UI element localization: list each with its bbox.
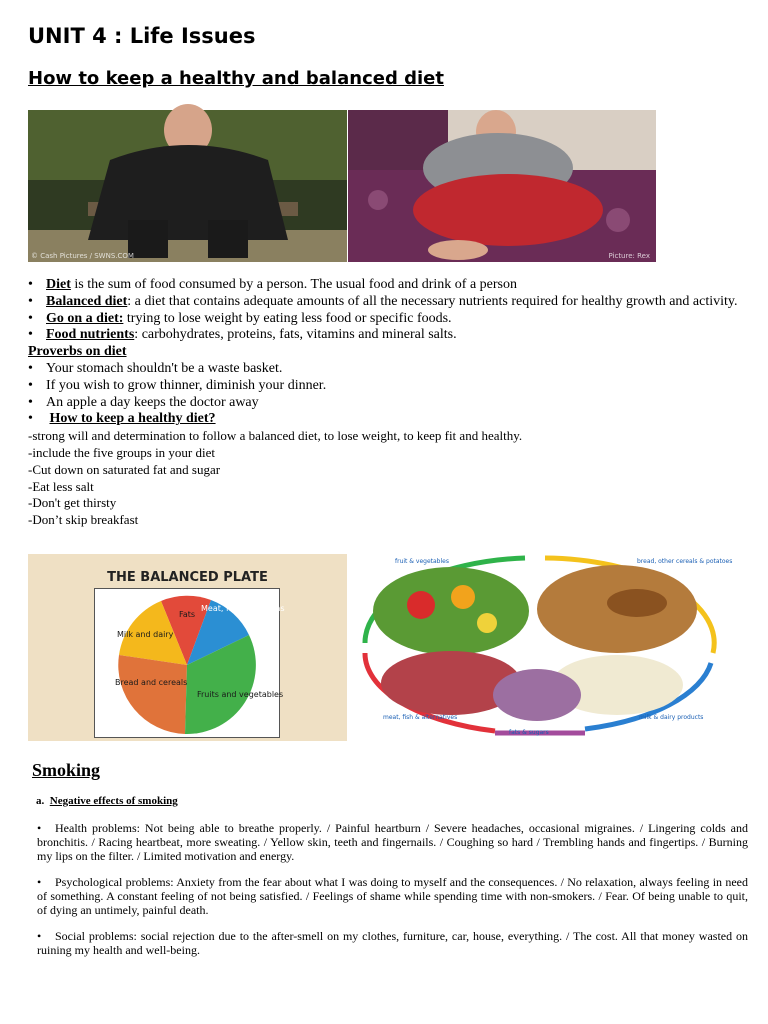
definition-balanced-diet: • Balanced diet: a diet that contains adequate amounts of all the necessary nutrients required for healthy growth and activity. (28, 294, 748, 311)
wheel-label-fats: fats & sugars (509, 729, 549, 736)
overweight-woman-photo (348, 110, 656, 262)
wheel-label-meat: meat, fish & alternatives (383, 714, 458, 721)
how-item: -strong will and determination to follow a balanced diet, to lose weight, to keep fit and healthy. (28, 428, 523, 444)
negative-effects-heading: a. Negative effects of smoking (36, 795, 178, 807)
how-item: -Don’t skip breakfast (28, 512, 139, 528)
proverb: • Your stomach shouldn't be a waste basket. (28, 361, 748, 378)
how-item: -Eat less salt (28, 478, 94, 494)
health-problems-paragraph: • Health problems: Not being able to breathe properly. / Painful heartburn / Severe headaches, occasional migraines. / Lingering colds and bronchitis. / Racing heartbeat, more sweating. / Yellow skin, teeth and fingernails. / Coughing so hard / Trembling hands and fingertips. / Burning my lips on the filter. / Limited motivation and energy. (37, 821, 748, 863)
definition-food-nutrients: • Food nutrients: carbohydrates, proteins, fats, vitamins and mineral salts. (28, 327, 748, 344)
proverb: • An apple a day keeps the doctor away (28, 395, 748, 412)
proverbs-heading: Proverbs on diet (28, 344, 127, 360)
plate-label-meat: Meat, fish and beans (201, 604, 285, 613)
plate-label-fruits: Fruits and vegetables (197, 690, 284, 699)
balanced-plate-image (28, 554, 347, 741)
diet-notes (28, 277, 748, 529)
definition-diet: • Diet is the sum of food consumed by a person. The usual food and drink of a person (28, 277, 748, 294)
overweight-man-photo (28, 110, 347, 262)
plate-title: THE BALANCED PLATE (107, 570, 268, 585)
social-problems-paragraph: • Social problems: social rejection due to the after-smell on my clothes, furniture, car, house, everything. / The cost. All that money wasted on ruining my health and well-being. (37, 929, 748, 957)
plate-frame (94, 588, 285, 738)
plate-label-fats: Fats (179, 610, 196, 619)
wheel-label-milk: milk & dairy products (639, 714, 704, 721)
wheel-label-bread: bread, other cereals & potatoes (637, 558, 733, 565)
psychological-problems-paragraph: • Psychological problems: Anxiety from the fear about what I was doing to myself and the consequences. / No relaxation, always feeling in need of something. A constant feeling of not being satisfied. / Feelings of shame while spending time with non-smokers. / Fear. Of being unable to quit, of dying an untimely, painful death. (37, 875, 748, 917)
plate-slice-bread (118, 655, 187, 734)
photo-watermark: Picture: Rex (608, 252, 650, 260)
proverb: • If you wish to grow thinner, diminish your dinner. (28, 378, 748, 395)
plate-pie (95, 589, 285, 737)
how-item: -Don't get thirsty (28, 495, 117, 511)
photo-watermark: © Cash Pictures / SWNS.COM (31, 252, 134, 260)
food-wheel-image (355, 553, 733, 739)
plate-label-bread: Bread and cereals (115, 678, 188, 687)
plate-label-dairy: Milk and dairy (117, 630, 174, 639)
how-to-heading: • How to keep a healthy diet? (28, 411, 748, 428)
how-item: -include the five groups in your diet (28, 444, 216, 460)
definition-go-on-a-diet: • Go on a diet: trying to lose weight by eating less food or specific foods. (28, 311, 748, 328)
section-title-diet: How to keep a healthy and balanced diet (28, 68, 444, 89)
wheel-label-fruit-veg: fruit & vegetables (395, 558, 449, 565)
unit-title: UNIT 4 : Life Issues (28, 24, 256, 48)
how-item: -Cut down on saturated fat and sugar (28, 461, 221, 477)
smoking-heading: Smoking (32, 760, 101, 780)
